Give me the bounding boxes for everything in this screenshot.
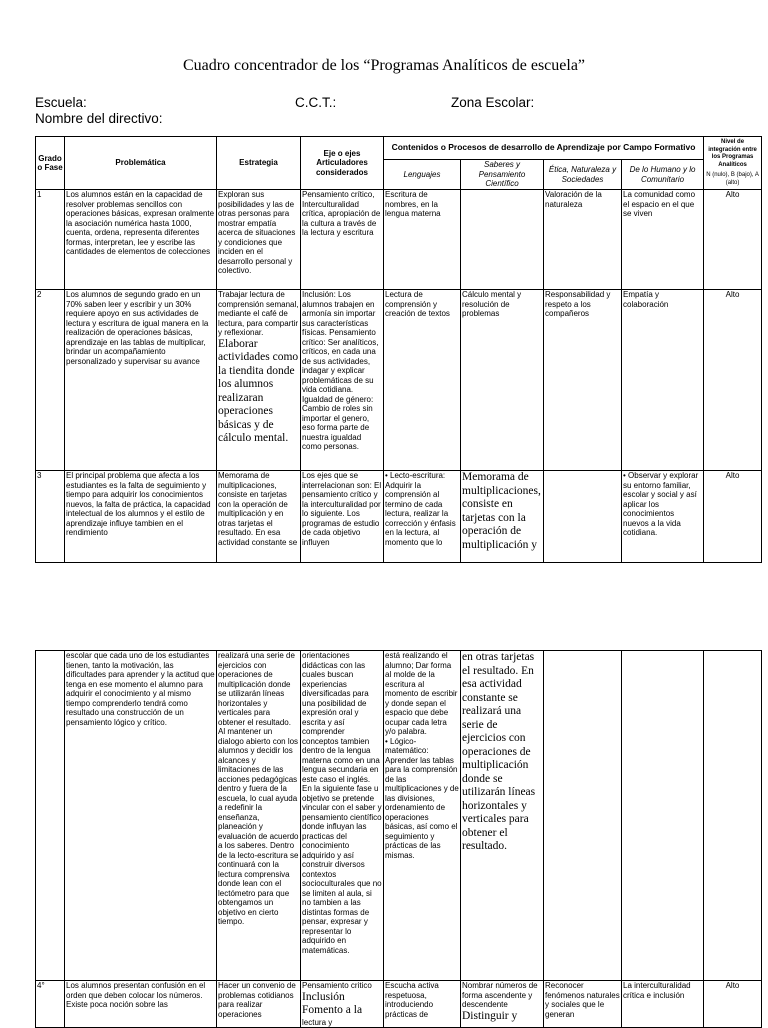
- lenguajes-cell: • Lecto-escritura: Adquirir la comprensión al termino de cada lectura, realizar la corrección y énfasis en la lectura, al momento que lo: [384, 471, 461, 563]
- saberes-cell: Cálculo mental y resolución de problemas: [461, 290, 544, 471]
- nivel-scale: N (nulo), B (bajo), A (alto): [706, 172, 759, 186]
- col-eje-header: Eje o ejes Articuladores considerados: [301, 137, 384, 190]
- lenguajes-cell: Escucha activa respetuosa, introduciendo prácticas de: [384, 981, 461, 1028]
- escuela-label: Escuela:: [35, 95, 87, 110]
- grado-cell: [36, 651, 65, 981]
- eje-text: Pensamiento critico: [302, 981, 372, 990]
- problematica-cell: escolar que cada uno de los estudiantes tienen, tanto la motivación, las dificultades para aprender y la actitud que tenga en ese momento el alumno para adquirir el conocimiento y al mismo tiempo comprenderlo tendrá como resultado una construcción de un pensamiento lógico y crítico.: [65, 651, 217, 981]
- grado-cell: 3: [36, 471, 65, 563]
- nivel-cell: Alto: [704, 290, 762, 471]
- eje-text-large: Inclusión Fomento a la: [302, 990, 363, 1016]
- humano-cell: La interculturalidad crítica e inclusión: [622, 981, 704, 1028]
- col-etica-header: Ética, Naturaleza y Sociedades: [544, 160, 622, 190]
- estrategia-text-large: Elaborar actividades como la tiendita donde los alumnos realizaran operaciones básicas y de cálculo mental.: [218, 337, 299, 444]
- lenguajes-cell: Escritura de nombres, en la lengua materna: [384, 190, 461, 290]
- eje-cell: Inclusión: Los alumnos trabajen en armonía sin importar sus características físicas. Pensamiento crítico: Ser analíticos, críticos, en cada una de sus actividades, indagar y explicar problemáticas de su vida cotidiana. Igualdad de género: Cambio de roles sin importar el genero, eso forma parte de nuestra igualdad como personas.: [301, 290, 384, 471]
- saberes-cell: [461, 190, 544, 290]
- lenguajes-cell: Lectura de comprensión y creación de textos: [384, 290, 461, 471]
- estrategia-cell: Memorama de multiplicaciones, consiste en tarjetas con la operación de multiplicación y en otras tarjetas el resultado. En esa actividad constante se: [217, 471, 301, 563]
- document-title: Cuadro concentrador de los “Programas Analíticos de escuela”: [182, 57, 586, 74]
- directivo-label: Nombre del directivo:: [35, 111, 163, 126]
- grado-cell: 4°: [36, 981, 65, 1028]
- saberes-text-large: Distinguir y: [462, 1009, 518, 1022]
- estrategia-cell: Exploran sus posibilidades y las de otras personas para mostrar empatía acerca de situaciones y condiciones que inciden en el desarrollo personal y colectivo.: [217, 190, 301, 290]
- etica-cell: Responsabilidad y respeto a los compañeros: [544, 290, 622, 471]
- nivel-cell: Alto: [704, 190, 762, 290]
- table-row: [36, 981, 762, 1028]
- estrategia-cell: [217, 290, 301, 471]
- table-row: [36, 290, 762, 471]
- problematica-cell: Los alumnos están en la capacidad de resolver problemas sencillos con operaciones básicas, expresan oralmente la asociación numérica hasta 1000, cuenta, ordena, representa diferentes formas, interpretan, lee y escribe las cantidades de elementos de colecciones: [65, 190, 217, 290]
- col-contenidos-header: Contenidos o Procesos de desarrollo de Aprendizaje por Campo Formativo: [384, 137, 704, 160]
- nivel-cell: [704, 651, 762, 981]
- col-estrategia-header: Estrategia: [217, 137, 301, 190]
- cct-label: C.C.T.:: [295, 95, 337, 110]
- programs-table-continued: [35, 650, 762, 1028]
- nivel-cell: Alto: [704, 471, 762, 563]
- table-row: [36, 190, 762, 290]
- table-row: [36, 471, 762, 563]
- col-saberes-header: Saberes y Pensamiento Científico: [461, 160, 544, 190]
- humano-cell: Empatía y colaboración: [622, 290, 704, 471]
- saberes-text: Nombrar números de forma ascendente y descendente: [462, 981, 538, 1009]
- programs-table: [35, 136, 762, 563]
- problematica-cell: El principal problema que afecta a los estudiantes es la falta de seguimiento y tiempo para adquirir los conocimientos nuevos, la falta de práctica, la capacidad intelectual de los alumnos y el estilo de aprendizaje influye tambien en el rendimiento: [65, 471, 217, 563]
- lenguajes-cell: está realizando el alumno; Dar forma al molde de la escritura al momento de escribir y donde sepan el espacio que debe ocupar cada letra y/o palabra. • Lógico-matemático: Aprender las tablas para la comprensión de las multiplicaciones y de las divisiones, ordenamiento de operaciones básicas, así como el seguimiento y prácticas de las mismas.: [384, 651, 461, 981]
- grado-cell: 1: [36, 190, 65, 290]
- saberes-cell: en otras tarjetas el resultado. En esa actividad constante se realizará una serie de ejercicios con operaciones de multiplicación donde se utilizarán líneas horizontales y verticales para obtener el resultado.: [461, 651, 544, 981]
- humano-cell: [622, 651, 704, 981]
- col-lenguajes-header: Lenguajes: [384, 160, 461, 190]
- eje-cell: Los ejes que se interrelacionan son: El pensamiento crítico y la interculturalidad por lo siguiente. Los programas de estudio de cada objetivo influyen: [301, 471, 384, 563]
- zona-escolar-label: Zona Escolar:: [451, 95, 535, 110]
- estrategia-cell: realizará una serie de ejercicios con operaciones de multiplicación donde se utilizarán líneas horizontales y verticales para obtener el resultado. Al mantener un dialogo abierto con los alumnos y decidir los alcances y limitaciones de las acciones pedagógicas dentro y fuera de la escuela, lo cual ayuda a redefinir la enseñanza, planeación y evaluación de acuerdo a los saberes. Dentro de la lecto-escritura se continuará con la lectura comprensiva donde lean con el lectómetro para que obtengamos un objetivo en cierto tiempo.: [217, 651, 301, 981]
- etica-cell: Valoración de la naturaleza: [544, 190, 622, 290]
- humano-cell: La comunidad como el espacio en el que se viven: [622, 190, 704, 290]
- col-nivel-header: [704, 137, 762, 190]
- saberes-cell: Memorama de multiplicaciones, consiste en tarjetas con la operación de multiplicación y: [461, 471, 544, 563]
- col-grado-header: Grado o Fase: [36, 137, 65, 190]
- eje-cell: orientaciones didácticas con las cuales buscan experiencias diversificadas para una posibilidad de expresión oral y escrita y así comprender conceptos tambien dentro de la lengua materna como en una lengua secundaria en este caso el inglés. En la siguiente fase u objetivo se pretende vincular con el saber y pensamiento científico donde influyan las practicas del conocimiento adquirido y así construir diversos contextos socioculturales que no se limiten al aula, si no tambien a las distintas formas de pensar, expresar y representar lo adquirido en matemáticas.: [301, 651, 384, 981]
- col-humano-header: De lo Humano y lo Comunitario: [622, 160, 704, 190]
- grado-cell: 2: [36, 290, 65, 471]
- eje-cell: Pensamiento crítico, Interculturalidad crítica, apropiación de la cultura a través de la lectura y escritura: [301, 190, 384, 290]
- problematica-cell: Los alumnos presentan confusión en el orden que deben colocar los números. Existe poca noción sobre las: [65, 981, 217, 1028]
- estrategia-text: Trabajar lectura de comprensión semanal, mediante el café de lectura, para compartir y reflexionar.: [218, 290, 299, 337]
- saberes-cell: [461, 981, 544, 1028]
- table-row: [36, 651, 762, 981]
- etica-cell: [544, 471, 622, 563]
- nivel-cell: Alto: [704, 981, 762, 1028]
- humano-cell: • Observar y explorar su entorno familiar, escolar y social y así aplicar los conocimientos nuevos a la vida cotidiana.: [622, 471, 704, 563]
- eje-text-tail: lectura y: [302, 1017, 333, 1027]
- estrategia-cell: Hacer un convenio de problemas cotidianos para realizar operaciones: [217, 981, 301, 1028]
- problematica-cell: Los alumnos de segundo grado en un 70% saben leer y escribir y un 30% requiere apoyo en sus actividades de lectura y escritura de igual manera en la realización de operaciones básicas, aprendizaje en las tablas de multiplicar, brindar un acompañamiento personalizado y supervisar su avance: [65, 290, 217, 471]
- col-problematica-header: Problemática: [65, 137, 217, 190]
- etica-cell: [544, 651, 622, 981]
- etica-cell: Reconocer fenómenos naturales y sociales que le generan: [544, 981, 622, 1028]
- nivel-title: Nivel de integración entre los Programas Analíticos: [708, 139, 757, 168]
- eje-cell: [301, 981, 384, 1028]
